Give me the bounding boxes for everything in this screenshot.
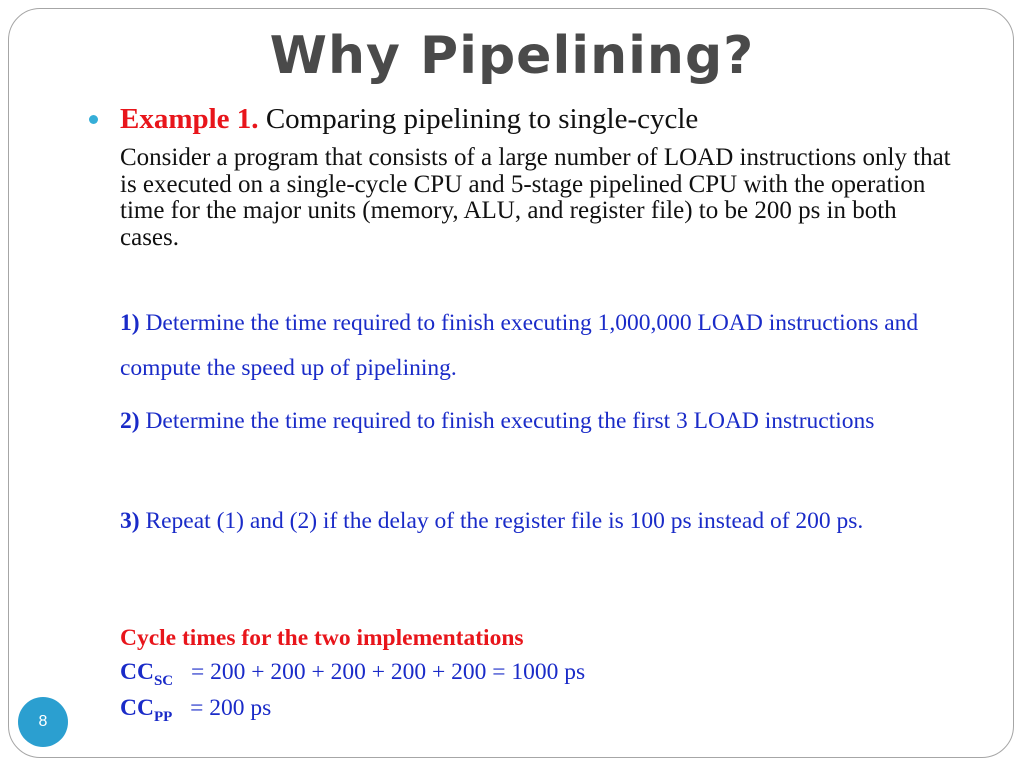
cc-pp-subscript: PP — [153, 709, 173, 725]
example-label: Example 1. — [120, 103, 259, 135]
cc-sc-line — [120, 659, 586, 689]
cc-sc-formula: = 200 + 200 + 200 + 200 + 200 = 1000 ps — [191, 659, 586, 685]
cc-pp-label: CC — [120, 695, 154, 721]
question-number: 3) — [120, 508, 140, 534]
cc-sc-subscript: SC — [153, 673, 174, 689]
slide-number-badge: 8 — [18, 697, 68, 747]
cc-pp-line — [120, 695, 272, 725]
cc-pp-formula: = 200 ps — [190, 695, 272, 721]
question-1 — [120, 301, 950, 391]
problem-description: Consider a program that consists of a large number of LOAD instructions only that is executed on a single-cycle CPU and 5-stage pipelined CPU with the operation time for the major units (memory, ALU, and register file) to be 200 ps in both cases. — [120, 144, 951, 251]
question-text: Determine the time required to finish executing 1,000,000 LOAD instructions and compute the speed up of pipelining. — [120, 310, 919, 381]
cycle-times-title: Cycle times for the two implementations — [120, 625, 524, 651]
question-text: Repeat (1) and (2) if the delay of the register file is 100 ps instead of 200 ps. — [145, 508, 864, 534]
example-heading-text: Comparing pipelining to single-cycle — [265, 103, 699, 135]
slide-title: Why Pipelining? — [269, 26, 755, 86]
bullet-icon — [89, 115, 98, 124]
question-2 — [120, 399, 950, 444]
cc-sc-label: CC — [120, 659, 154, 685]
question-number: 2) — [120, 408, 140, 434]
question-text: Determine the time required to finish executing the first 3 LOAD instructions — [145, 408, 875, 434]
question-3 — [120, 499, 950, 544]
question-number: 1) — [120, 310, 140, 336]
example-heading — [120, 103, 698, 136]
